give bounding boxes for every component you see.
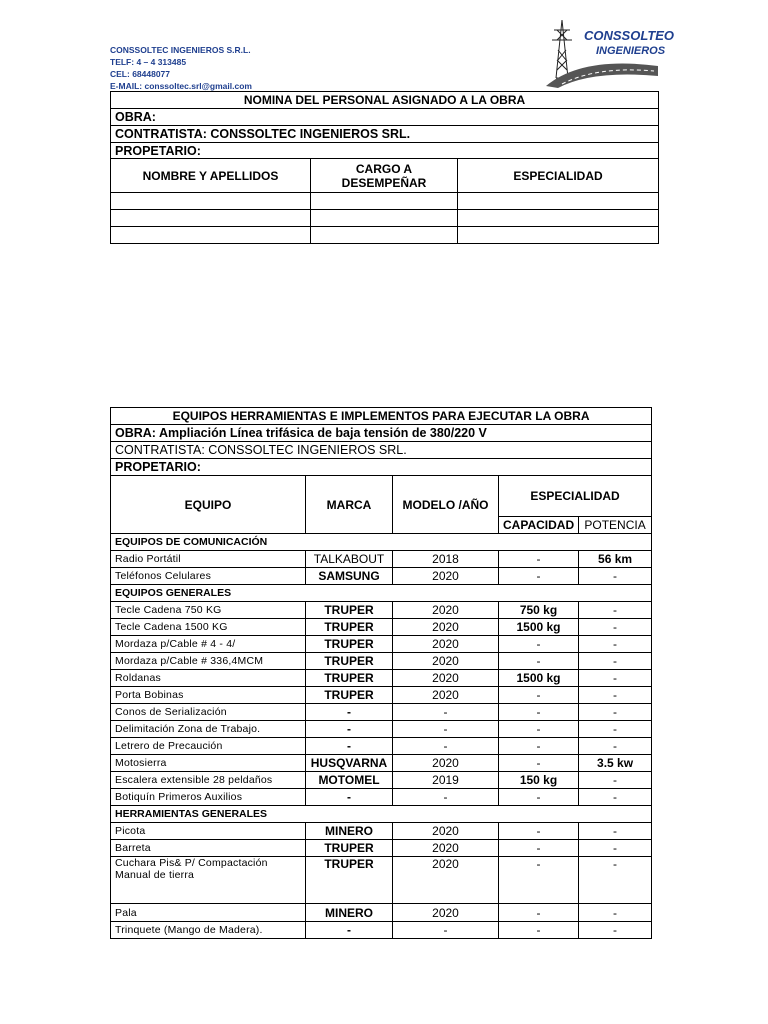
potencia-cell: - [579,789,652,806]
equipo-cell: Picota [111,823,306,840]
table-row [111,210,659,227]
capacidad-cell: 750 kg [499,602,579,619]
table-row [111,823,652,840]
modelo-cell: 2020 [393,904,499,922]
equipo-cell: Mordaza p/Cable # 336,4MCM [111,653,306,670]
equipo-line: Cuchara Pis& P/ Compactación [115,857,268,869]
table-row [111,619,652,636]
marca-cell: TALKABOUT [306,551,393,568]
table-row [111,602,652,619]
modelo-cell: 2020 [393,687,499,704]
personnel-table [110,91,659,244]
capacidad-cell: - [499,789,579,806]
marca-cell: TRUPER [306,840,393,857]
modelo-cell: 2020 [393,670,499,687]
potencia-cell: - [579,738,652,755]
col-especialidad: ESPECIALIDAD [499,476,652,517]
modelo-cell: - [393,704,499,721]
company-name: CONSSOLTEC INGENIEROS S.R.L. [110,45,251,55]
modelo-cell: 2020 [393,636,499,653]
table-row [111,721,652,738]
marca-cell: - [306,721,393,738]
table-row [111,568,652,585]
modelo-cell: 2020 [393,602,499,619]
potencia-cell: - [579,568,652,585]
equipo-cell: Pala [111,904,306,922]
personnel-title: NOMINA DEL PERSONAL ASIGNADO A LA OBRA [111,92,659,109]
equipment-propietario: PROPETARIO: [111,459,652,476]
potencia-cell: - [579,704,652,721]
table-row [111,789,652,806]
potencia-cell: - [579,619,652,636]
logo-text-1: CONSSOLTEO [584,28,675,43]
marca-cell: HUSQVARNA [306,755,393,772]
potencia-cell: - [579,670,652,687]
equipo-cell: Teléfonos Celulares [111,568,306,585]
equipo-cell [111,857,306,904]
modelo-cell: 2020 [393,619,499,636]
capacidad-cell: - [499,922,579,939]
section-title: EQUIPOS GENERALES [111,585,652,602]
potencia-cell: - [579,840,652,857]
transmission-tower-icon [552,20,572,78]
company-contact [110,44,252,92]
capacidad-cell: - [499,857,579,904]
section-title: HERRAMIENTAS GENERALES [111,806,652,823]
modelo-cell: 2020 [393,755,499,772]
equipo-cell: Escalera extensible 28 peldaños [111,772,306,789]
modelo-cell: - [393,738,499,755]
capacidad-cell: - [499,904,579,922]
logo-text-2: INGENIEROS [596,45,666,57]
table-row [111,840,652,857]
potencia-cell: - [579,857,652,904]
capacidad-cell: - [499,636,579,653]
equipo-cell: Letrero de Precaución [111,738,306,755]
equipo-cell: Porta Bobinas [111,687,306,704]
potencia-cell: - [579,904,652,922]
equipment-body [111,534,652,939]
equipo-cell: Tecle Cadena 1500 KG [111,619,306,636]
equipment-table [110,407,652,939]
company-cell: CEL: 68448077 [110,69,171,79]
equipment-contratista: CONTRATISTA: CONSSOLTEC INGENIEROS SRL. [111,442,652,459]
equipment-title: EQUIPOS HERRAMIENTAS E IMPLEMENTOS PARA EJECUTAR LA OBRA [111,408,652,425]
col-capacidad: CAPACIDAD [499,517,579,534]
equipo-line: Manual de tierra [115,869,195,881]
marca-cell: TRUPER [306,687,393,704]
company-email: E-MAIL: conssoltec.srl@gmail.com [110,81,252,91]
table-row [111,653,652,670]
col-equipo: EQUIPO [111,476,306,534]
table-row [111,857,652,904]
marca-cell: MOTOMEL [306,772,393,789]
equipo-cell: Radio Portátil [111,551,306,568]
capacidad-cell: 1500 kg [499,670,579,687]
table-row [111,755,652,772]
table-row [111,772,652,789]
marca-cell: TRUPER [306,857,393,904]
modelo-cell: - [393,789,499,806]
equipo-cell: Motosierra [111,755,306,772]
marca-cell: TRUPER [306,653,393,670]
capacidad-cell: 1500 kg [499,619,579,636]
capacidad-cell: 150 kg [499,772,579,789]
marca-cell: TRUPER [306,636,393,653]
table-row [111,193,659,210]
col-nombre: NOMBRE Y APELLIDOS [111,159,311,193]
marca-cell: TRUPER [306,602,393,619]
col-potencia: POTENCIA [579,517,652,534]
col-cargo: CARGO A DESEMPEÑAR [311,159,458,193]
capacidad-cell: - [499,687,579,704]
table-row [111,904,652,922]
modelo-cell: 2020 [393,840,499,857]
section-row [111,585,652,602]
marca-cell: - [306,789,393,806]
personnel-contratista: CONTRATISTA: CONSSOLTEC INGENIEROS SRL. [111,126,659,143]
potencia-cell: - [579,653,652,670]
marca-cell: MINERO [306,904,393,922]
road-icon [546,64,658,89]
table-row [111,738,652,755]
col-especialidad: ESPECIALIDAD [458,159,659,193]
equipo-cell: Conos de Serialización [111,704,306,721]
potencia-cell: - [579,823,652,840]
table-row [111,551,652,568]
section-title: EQUIPOS DE COMUNICACIÓN [111,534,652,551]
personnel-propietario: PROPETARIO: [111,143,659,159]
equipo-cell: Barreta [111,840,306,857]
section-row [111,806,652,823]
potencia-cell: - [579,636,652,653]
modelo-cell: 2020 [393,857,499,904]
potencia-cell: - [579,721,652,738]
table-row [111,687,652,704]
capacidad-cell: - [499,653,579,670]
equipo-cell: Mordaza p/Cable # 4 - 4/ [111,636,306,653]
capacidad-cell: - [499,721,579,738]
modelo-cell: 2018 [393,551,499,568]
potencia-cell: - [579,922,652,939]
capacidad-cell: - [499,823,579,840]
capacidad-cell: - [499,704,579,721]
marca-cell: SAMSUNG [306,568,393,585]
capacidad-cell: - [499,568,579,585]
equipo-cell: Tecle Cadena 750 KG [111,602,306,619]
potencia-cell: - [579,772,652,789]
col-modelo: MODELO /AÑO [393,476,499,534]
table-row [111,636,652,653]
table-row [111,922,652,939]
marca-cell: - [306,922,393,939]
capacidad-cell: - [499,738,579,755]
table-row [111,227,659,244]
section-row [111,534,652,551]
company-phone: TELF: 4 – 4 313485 [110,57,187,67]
capacidad-cell: - [499,755,579,772]
modelo-cell: 2020 [393,568,499,585]
equipment-obra: OBRA: Ampliación Línea trifásica de baja tensión de 380/220 V [111,425,652,442]
company-logo [542,16,675,88]
capacidad-cell: - [499,840,579,857]
marca-cell: MINERO [306,823,393,840]
modelo-cell: - [393,721,499,738]
modelo-cell: 2020 [393,653,499,670]
equipo-cell: Trinquete (Mango de Madera). [111,922,306,939]
modelo-cell: 2020 [393,823,499,840]
equipo-cell: Botiquín Primeros Auxilios [111,789,306,806]
modelo-cell: 2019 [393,772,499,789]
marca-cell: - [306,704,393,721]
marca-cell: - [306,738,393,755]
marca-cell: TRUPER [306,670,393,687]
table-row [111,670,652,687]
potencia-cell: 56 km [579,551,652,568]
potencia-cell: - [579,602,652,619]
modelo-cell: - [393,922,499,939]
equipo-cell: Delimitación Zona de Trabajo. [111,721,306,738]
capacidad-cell: - [499,551,579,568]
potencia-cell: 3.5 kw [579,755,652,772]
table-row [111,704,652,721]
equipo-cell: Roldanas [111,670,306,687]
personnel-obra: OBRA: [111,109,659,126]
marca-cell: TRUPER [306,619,393,636]
potencia-cell: - [579,687,652,704]
col-marca: MARCA [306,476,393,534]
